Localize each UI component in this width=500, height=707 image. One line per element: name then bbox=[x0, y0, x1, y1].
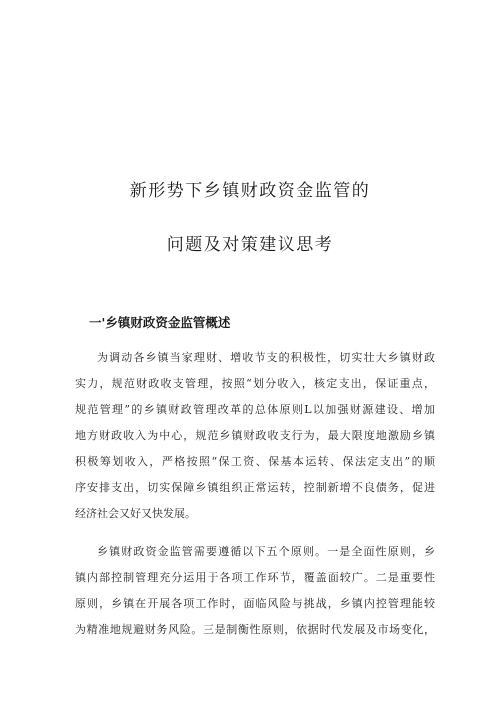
paragraph-2-line-2: 镇内部控制管理充分运用于各项工作环节，覆盖面较广。二是重要性 bbox=[75, 571, 435, 584]
paragraph-1-line-2: 实力，规范财政收支管理，按照“划分收入，核定支出，保证重点， bbox=[75, 377, 435, 390]
paragraph-1-line-4: 地方财政收入为中心，规范乡镇财政收支行为，最大限度地激励乡镇 bbox=[75, 429, 435, 442]
paragraph-1-line-3: 规范管理”的乡镇财政管理改革的总体原则L以加强财源建设、增加 bbox=[75, 403, 435, 416]
paragraph-1-line-5: 积极筹划收入，严格按照“保工资、保基本运转、保法定支出”的顺 bbox=[75, 455, 435, 468]
paragraph-1-line-7: 经济社会又好又快发展。 bbox=[75, 507, 196, 520]
paragraph-1-line-6: 序安排支出，切实保障乡镇组织正常运转，控制新增不良债务，促进 bbox=[75, 481, 435, 494]
document-title-line-1: 新形势下乡镇财政资金监管的 bbox=[129, 181, 371, 201]
paragraph-1-line-1: 为调动各乡镇当家理财、增收节支的积极性，切实壮大乡镇财政 bbox=[97, 351, 435, 364]
section-heading: 一'乡镇财政资金监管概述 bbox=[89, 315, 231, 330]
paragraph-2-line-3: 原则，乡镇在开展各项工作时，面临风险与挑战，乡镇内控管理能较 bbox=[75, 597, 435, 610]
paragraph-2-line-1: 乡镇财政资金监管需要遵循以下五个原则。一是全面性原则，乡 bbox=[97, 545, 435, 558]
paragraph-2-line-4: 为精准地规避财务风险。三是制衡性原则，依据时代发展及市场变化， bbox=[75, 623, 435, 636]
document-title-line-2: 问题及对策建议思考 bbox=[166, 235, 334, 255]
